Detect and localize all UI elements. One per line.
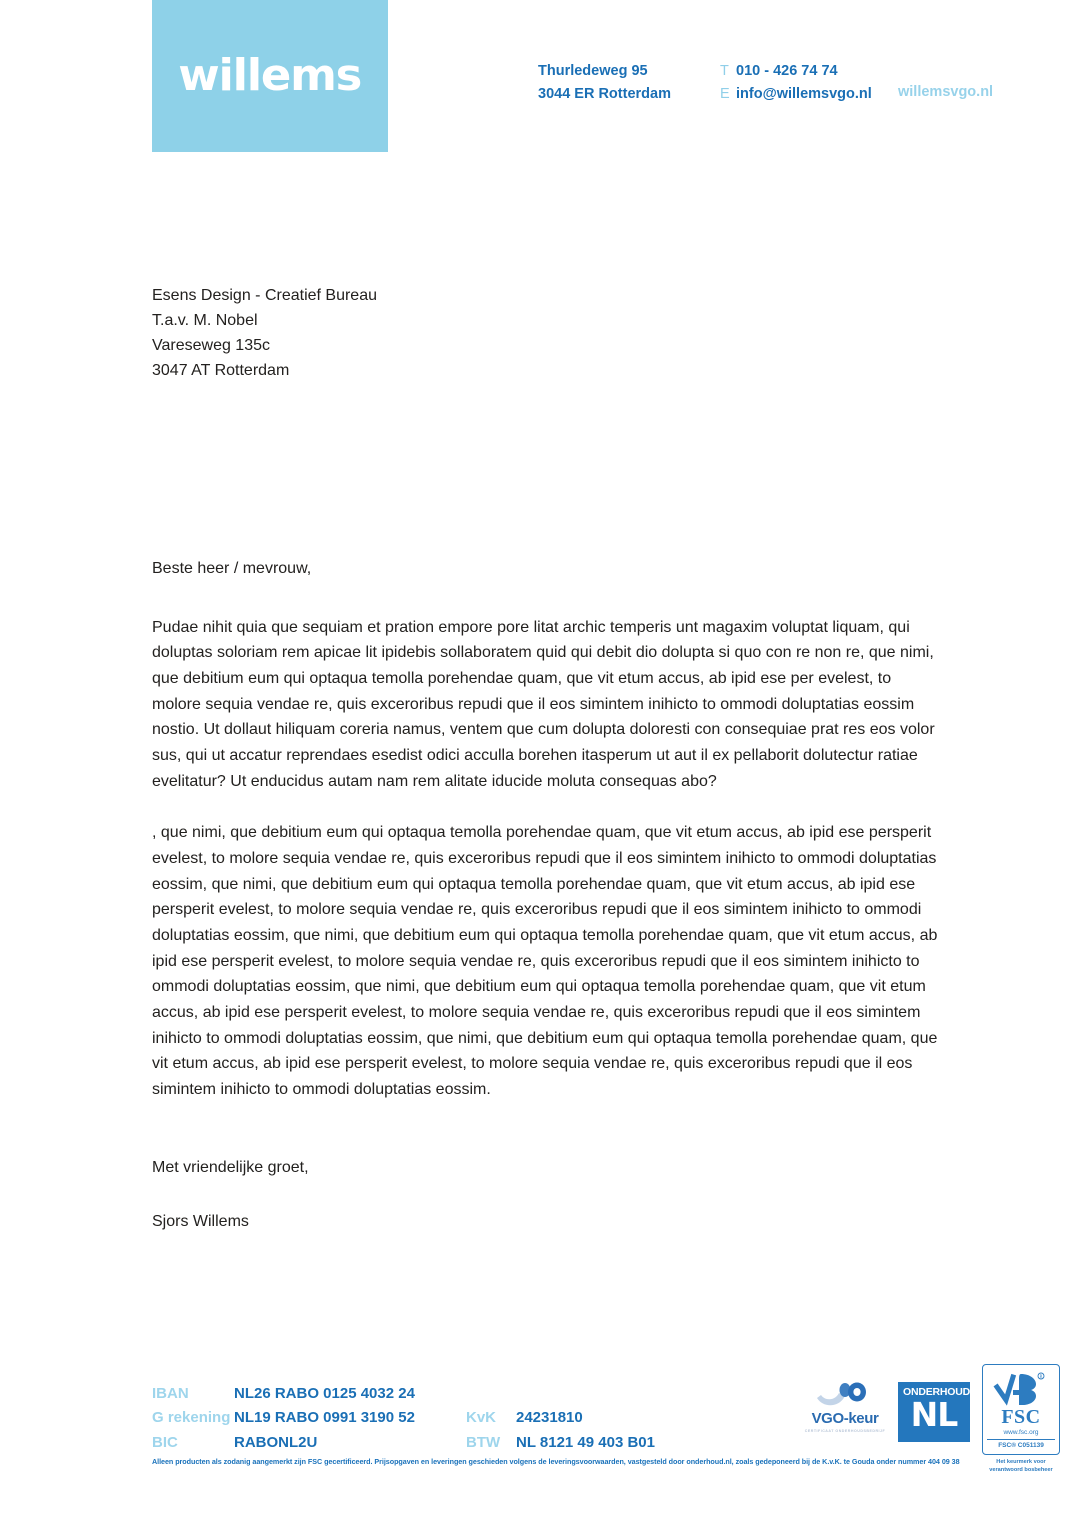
kvk-label: KvK: [466, 1409, 497, 1427]
letterhead-header: [0, 0, 1082, 160]
header-city: 3044 ER Rotterdam: [538, 86, 671, 103]
recipient-address-block: [152, 283, 377, 383]
vgo-keur-subtitle: CERTIFICAAT ONDERHOUDSBEDRIJF: [804, 1429, 886, 1433]
header-website-link[interactable]: willemsvgo.nl: [898, 83, 994, 100]
letter-paragraph-2: , que nimi, que debitium eum qui optaqua temolla porehendae quam, que vit etum accus, ab ipid ese persperit evelest, to molore sequia vendae re, quis exceroribus repudi que il eos simintem inihicto to ommodi doluptatias eossim, que nimi, que debitium eum qui optaqua temolla porehendae quam, que vit etum accus, ab ipid ese persperit evelest, to molore sequia vendae re, quis exceroribus repudi que il eos simintem inihicto to ommodi doluptatias eossim, que nimi, que debitium eum qui optaqua temolla porehendae quam, que vit etum accus, ab ipid ese persperit evelest, to molore sequia vendae re, quis exceroribus repudi que il eos simintem inihicto to ommodi doluptatias eossim, que nimi, que debitium eum qui optaqua temolla porehendae quam, que vit etum accus, ab ipid ese persperit evelest, to molore sequia vendae re, quis exceroribus repudi que il eos simintem inihicto to ommodi doluptatias eossim, que nimi, que debitium eum qui optaqua temolla porehendae quam, que vit etum accus, ab ipid ese persperit evelest, to molore sequia vendae re, quis exceroribus repudi que il eos simintem inihicto to ommodi doluptatias eossim.: [152, 824, 938, 1099]
letter-closing: Met vriendelijke groet,: [152, 1158, 309, 1176]
letter-closing-block: [152, 1155, 940, 1235]
header-street: Thurledeweg 95: [538, 63, 648, 79]
phone-prefix-icon: T: [720, 63, 729, 79]
iban-label: IBAN: [152, 1385, 189, 1402]
vgo-swoosh-icon: [804, 1382, 886, 1408]
recipient-company: Esens Design - Creatief Bureau: [152, 287, 377, 304]
kvk-value: 24231810: [516, 1409, 583, 1427]
header-contact-block: [538, 60, 993, 107]
vgo-keur-logo: [804, 1364, 886, 1433]
recipient-city: 3047 AT Rotterdam: [152, 362, 290, 380]
fsc-code: FSC® C051139: [987, 1439, 1055, 1449]
btw-value: NL 8121 49 403 B01: [516, 1433, 655, 1451]
bank-primary-group: [152, 1382, 466, 1455]
letter-signature: Sjors Willems: [152, 1213, 249, 1231]
fsc-logo: [982, 1364, 1060, 1455]
btw-label: BTW: [466, 1433, 501, 1451]
bank-primary-labels: [152, 1382, 234, 1455]
letter-salutation: Beste heer / mevrouw,: [152, 560, 312, 577]
recipient-street: Vareseweg 135c: [152, 337, 270, 355]
onderhoud-nl-initials: NL: [910, 1395, 958, 1435]
letter-body: [152, 556, 940, 1235]
letterhead-footer: [0, 1372, 1082, 1532]
header-telecom-column: [720, 60, 898, 107]
grekening-value: NL19 RABO 0991 3190 52: [234, 1409, 415, 1427]
bank-secondary-labels: [466, 1406, 516, 1455]
onderhoud-nl-logo: [898, 1382, 970, 1442]
header-address-column: [538, 60, 720, 107]
fsc-tree-checkmark-icon: [987, 1371, 1055, 1407]
fsc-name: FSC: [1001, 1406, 1041, 1428]
header-email-value[interactable]: info@willemsvgo.nl: [736, 86, 872, 103]
fsc-url: www.fsc.org: [1003, 1429, 1039, 1436]
email-prefix-icon: E: [720, 86, 730, 103]
header-phone-value: 010 - 426 74 74: [736, 63, 838, 79]
fsc-logo-wrapper: [982, 1364, 1060, 1474]
footer-bank-details: [152, 1382, 655, 1455]
bank-secondary-group: [466, 1382, 655, 1455]
header-phone-row: [720, 60, 898, 83]
bic-value: RABONL2U: [234, 1433, 318, 1451]
grekening-label: G rekening: [152, 1409, 231, 1427]
header-email-row: [720, 83, 898, 106]
company-logo-text: willems: [178, 50, 362, 101]
iban-value: NL26 RABO 0125 4032 24: [234, 1385, 415, 1402]
vgo-keur-name: VGO-keur: [811, 1410, 879, 1427]
bank-secondary-values: [516, 1406, 655, 1455]
svg-text:R: R: [1039, 1374, 1043, 1379]
letter-paragraph-1: Pudae nihit quia que sequiam et pration empore pore litat archic temperis unt magaxim voluptat liquam, qui doluptas soloriam rem apicae lit ipidebis sollaboratem quid qui debit dio dolupta si quo con re non re, que nimi, que debitium eum qui optaqua temolla porehendae quam, que vit etum accus, ab ipid ese per evelest, to molore sequia vendae re, quis exceroribus repudi que il eos simintem inihicto to ommodi doluptatias eossim nostio. Ut dollaut hiliquam coreria namus, ventem que cum dolupta doloresti con consequiae prat res eos volor sus, qui ut accatur reprendaes esedist odici acculla borehen itasperum ut aut il ex pellaborit dolutectur ratiae evelitatur? Ut enducidus autam nam rem alitate iducide moluta consequas abo?: [152, 618, 935, 790]
recipient-attention: T.a.v. M. Nobel: [152, 312, 258, 330]
fsc-tagline: Het keurmerk voor verantwoord bosbeheer: [989, 1459, 1053, 1473]
header-website-column: [898, 60, 993, 107]
onderhoud-nl-top-label: ONDERHOUD: [903, 1386, 971, 1398]
footer-disclaimer: Alleen producten als zodanig aangemerkt zijn FSC gecertificeerd. Prijsopgaven en leveringen geschieden volgens de leveringsvoorwaarden, vastgesteld door onderhoud.nl, zoals gedeponeerd bij de K.v.K. te Gouda onder nummer 404 09 38: [152, 1457, 960, 1466]
bic-label: BIC: [152, 1433, 178, 1451]
bank-primary-values: [234, 1382, 466, 1455]
company-logo: [152, 0, 388, 152]
